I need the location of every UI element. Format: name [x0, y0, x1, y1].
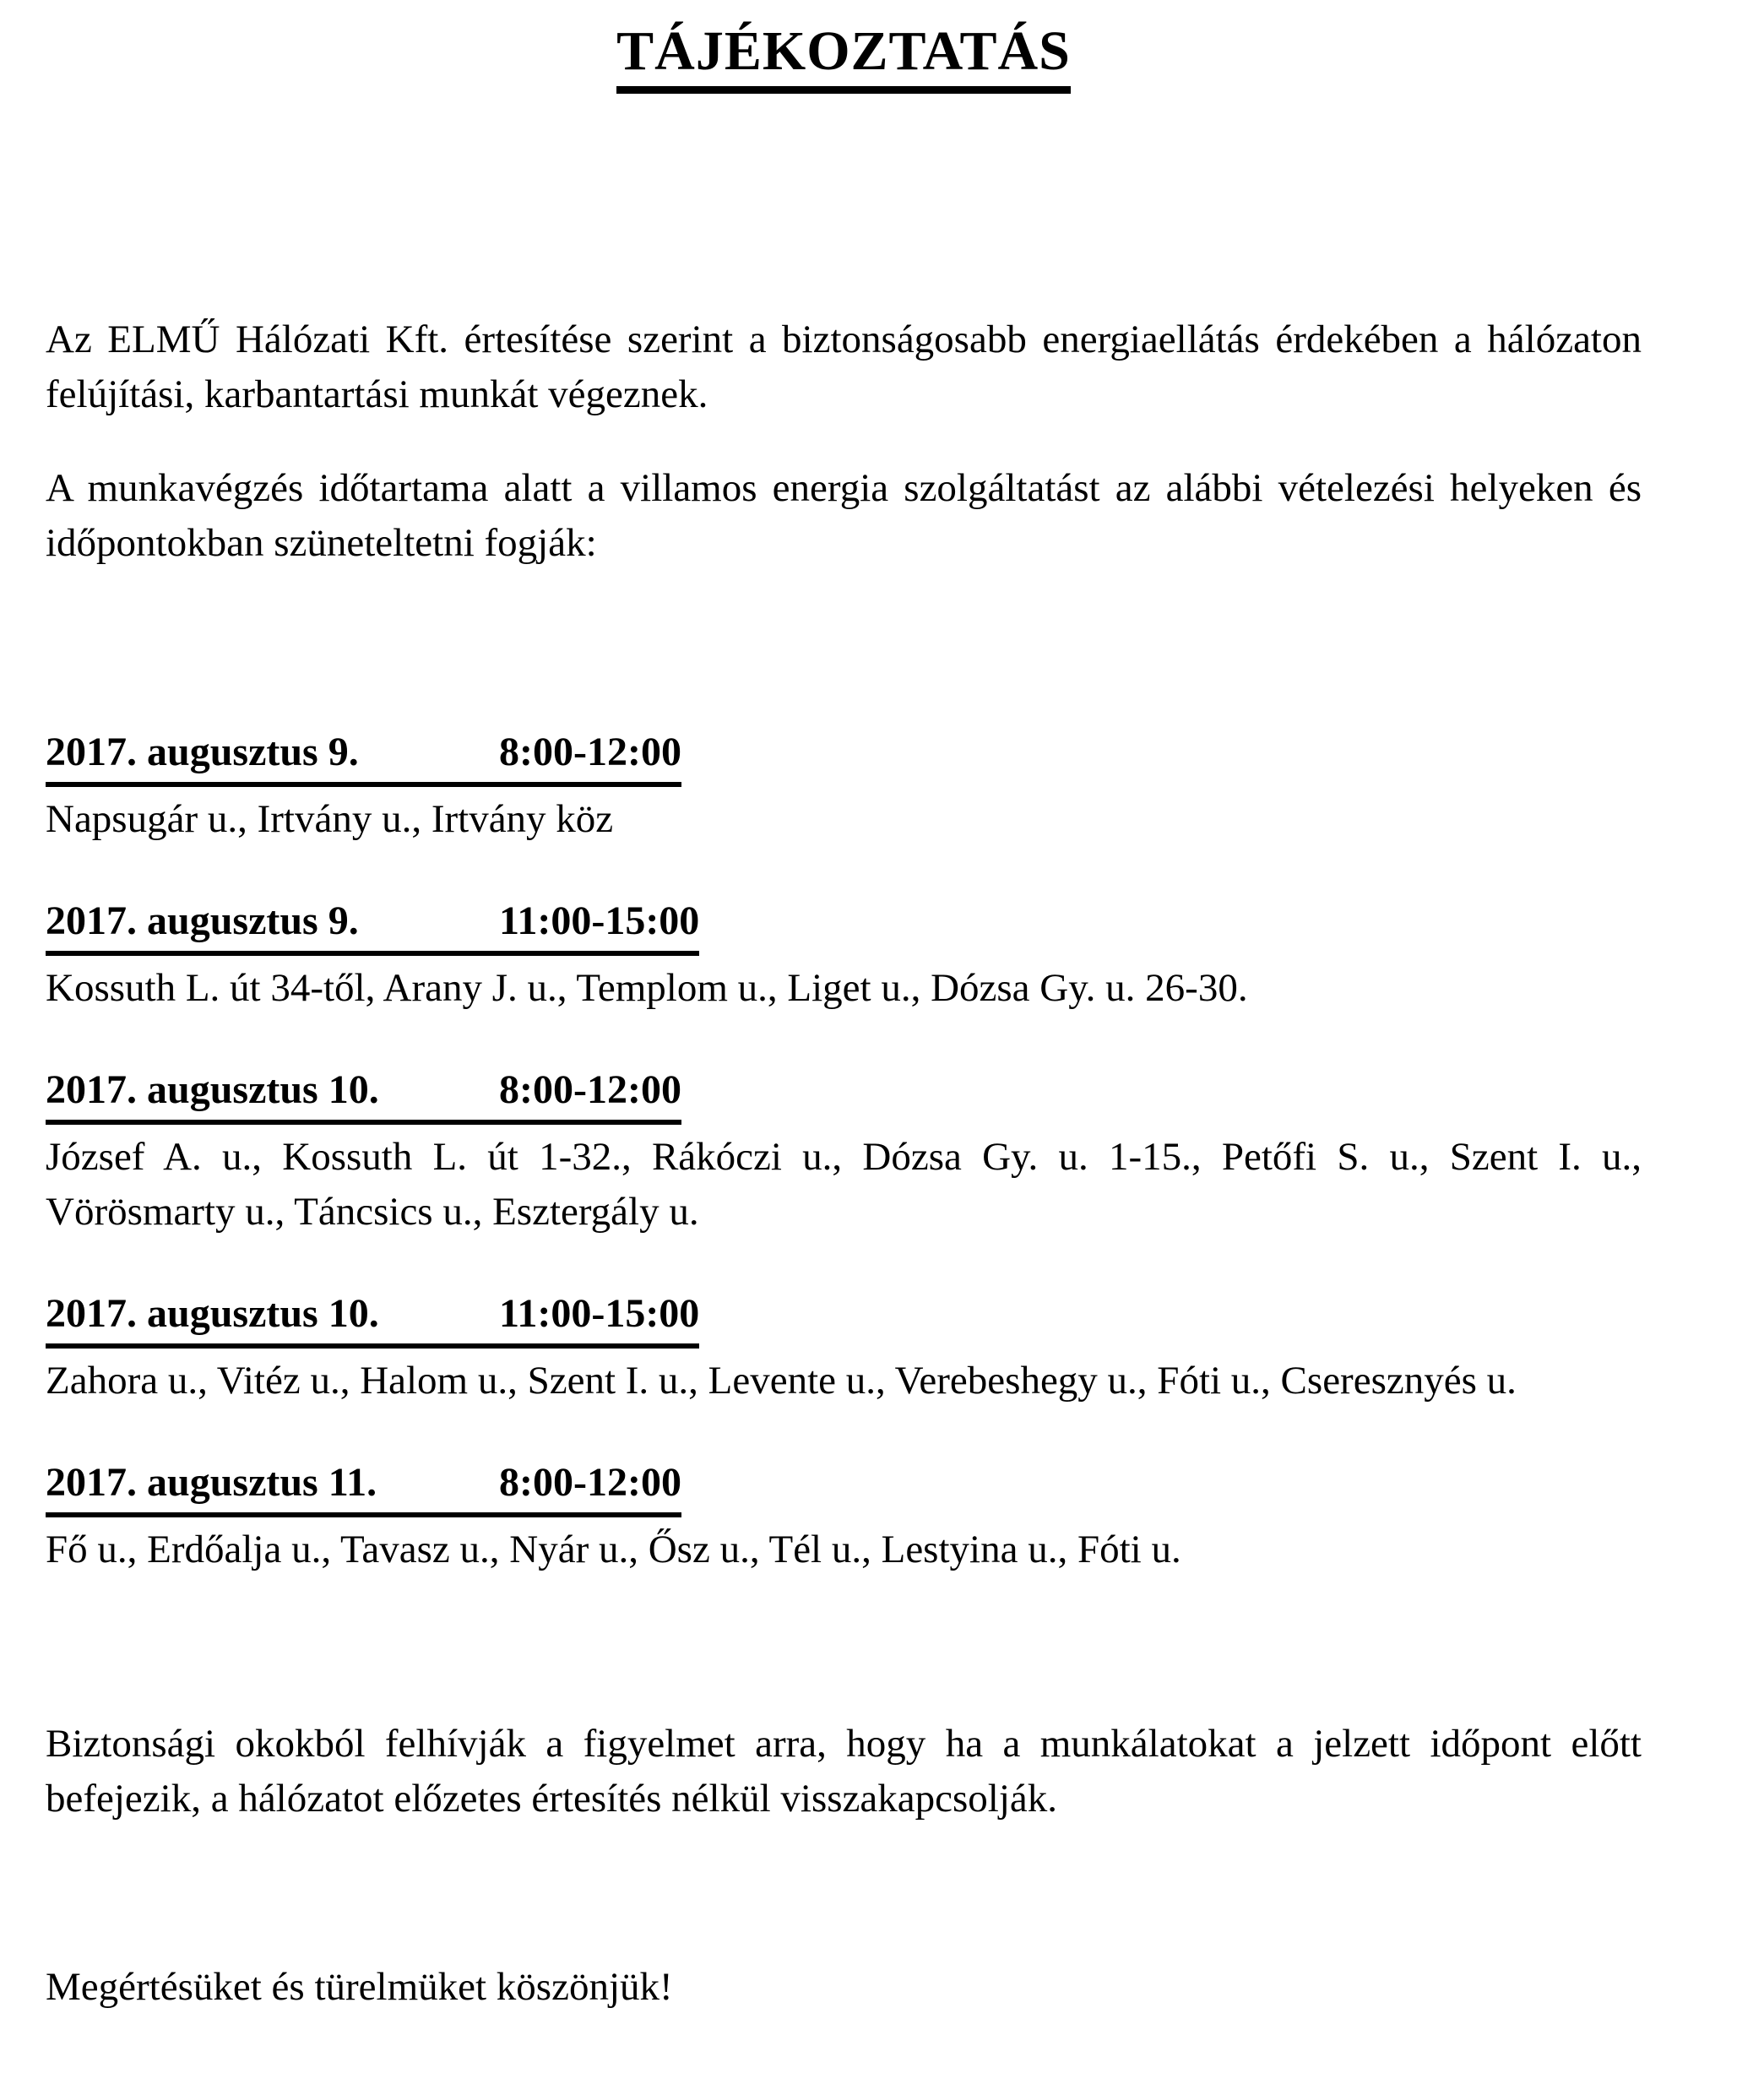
street-list: József A. u., Kossuth L. út 1-32., Rákóczi u., Dózsa Gy. u. 1-15., Petőfi S. u., Szent I. u., Vörösmarty u., Táncsics u., Esztergály u. — [46, 1135, 1642, 1234]
outage-schedule — [46, 728, 1642, 1577]
schedule-heading-3 — [46, 1066, 681, 1125]
schedule-heading-1 — [46, 728, 681, 787]
schedule-time: 8:00-12:00 — [499, 730, 681, 774]
schedule-section-1 — [46, 728, 1642, 847]
schedule-section-3 — [46, 1066, 1642, 1240]
thanks-line: Megértésüket és türelmüket köszönjük! — [46, 1965, 673, 2009]
intro-paragraph-1: Az ELMŰ Hálózati Kft. értesítése szerint a biztonságosabb energiaellátás érdekében a hálózaton felújítási, karbantartási munkát végeznek. — [46, 317, 1642, 416]
schedule-section-5 — [46, 1458, 1642, 1577]
title-row — [46, 20, 1642, 97]
closing-paragraph: Biztonsági okokból felhívják a figyelmet arra, hogy ha a munkálatokat a jelzett időpont előtt befejezik, a hálózatot előzetes értesítés nélkül visszakapcsolják. — [46, 1722, 1642, 1821]
schedule-date: 2017. augusztus 11. — [46, 1460, 377, 1505]
schedule-time: 11:00-15:00 — [499, 1291, 700, 1336]
schedule-date: 2017. augusztus 10. — [46, 1291, 379, 1336]
schedule-time: 8:00-12:00 — [499, 1460, 681, 1505]
schedule-date: 2017. augusztus 9. — [46, 898, 359, 943]
street-list: Kossuth L. út 34-től, Arany J. u., Templom u., Liget u., Dózsa Gy. u. 26-30. — [46, 966, 1248, 1010]
schedule-section-2 — [46, 897, 1642, 1016]
schedule-time: 11:00-15:00 — [499, 898, 700, 943]
page-title: TÁJÉKOZTATÁS — [616, 20, 1071, 94]
schedule-time: 8:00-12:00 — [499, 1067, 681, 1112]
street-list: Zahora u., Vitéz u., Halom u., Szent I. u., Levente u., Verebeshegy u., Fóti u., Cseresznyés u. — [46, 1359, 1517, 1403]
schedule-section-4 — [46, 1289, 1642, 1408]
street-list: Fő u., Erdőalja u., Tavasz u., Nyár u., Ősz u., Tél u., Lestyina u., Fóti u. — [46, 1528, 1181, 1571]
street-list: Napsugár u., Irtvány u., Irtvány köz — [46, 797, 614, 841]
intro-paragraph-2: A munkavégzés időtartama alatt a villamos energia szolgáltatást az alábbi vételezési helyeken és időpontokban szüneteltetni fogják: — [46, 466, 1642, 565]
schedule-date: 2017. augusztus 9. — [46, 730, 359, 774]
schedule-heading-4 — [46, 1289, 699, 1349]
schedule-date: 2017. augusztus 10. — [46, 1067, 379, 1112]
schedule-heading-2 — [46, 897, 699, 956]
schedule-heading-5 — [46, 1458, 681, 1517]
